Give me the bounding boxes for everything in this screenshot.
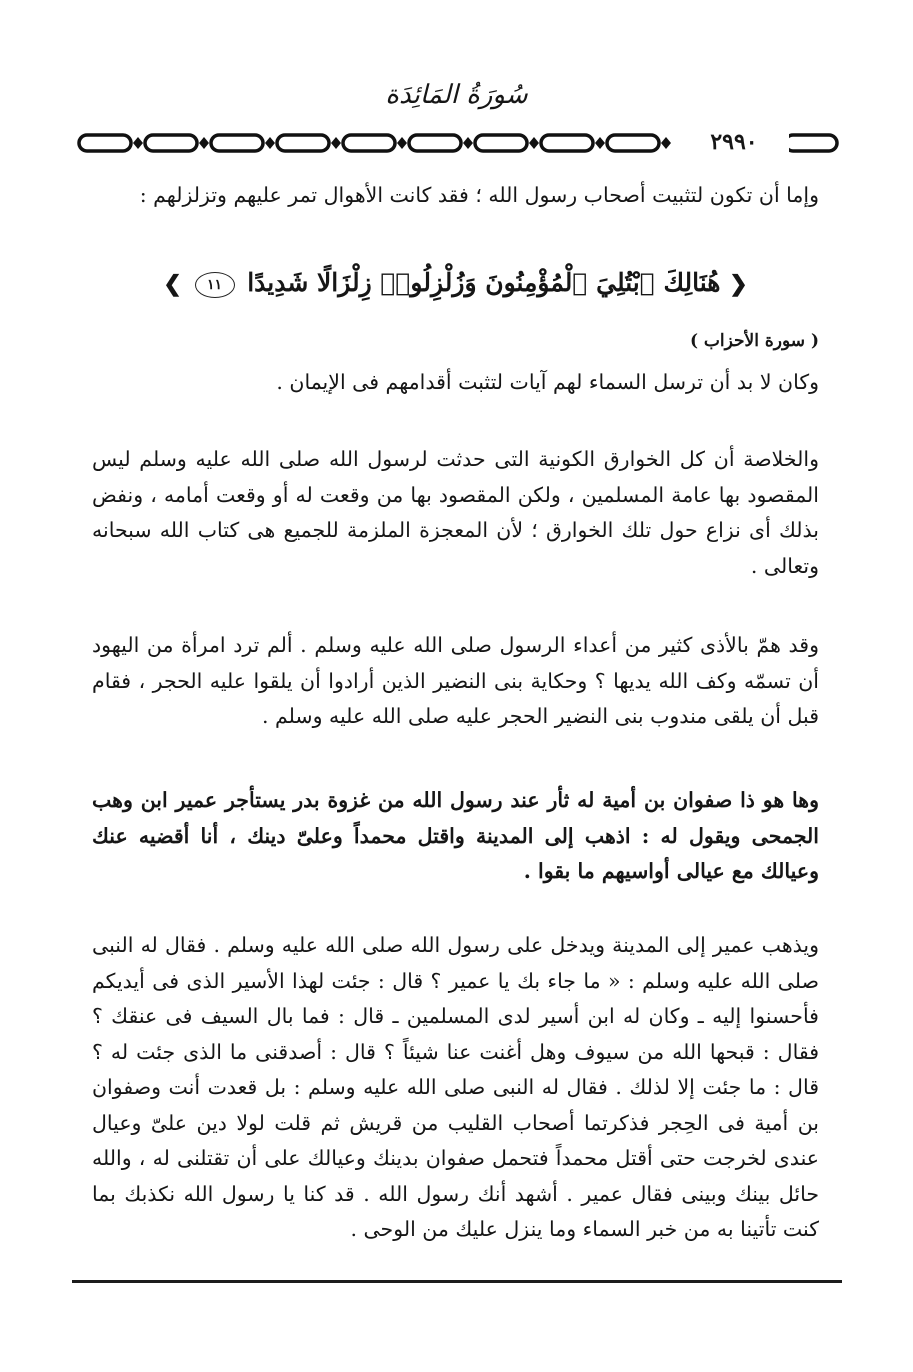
quran-verse: [92, 258, 819, 309]
paragraph-4: وقد همّ بالأذى كثير من أعداء الرسول صلى الله عليه وسلم . ألم ترد امرأة من اليهود أن تسمّه وكف الله يديها ؟ وحكاية بنى النضير الذين أرادوا أن يلقوا عليه الحجر ، فقام قبل أن يلقى مندوب بنى النضير الحجر عليه صلى الله عليه وسلم .: [92, 633, 819, 728]
page-number: ٢٩٩٠: [679, 129, 789, 155]
ayah-number-badge: ١١: [195, 272, 235, 298]
verse-open-ornament: ❮: [729, 271, 748, 297]
verse-reference: ( سورة الأحزاب ): [689, 331, 819, 351]
paragraph-3: والخلاصة أن كل الخوارق الكونية التى حدثت لرسول الله صلى الله عليه وسلم ليس المقصود بها عامة المسلمين ، ولكن المقصود بها من وقعت له أو وقعت أمامه ، ونفض بذلك أى نزاع حول تلك الخوارق ؛ لأن المعجزة الملزمة للجميع هى كتاب الله سبحانه وتعالى .: [92, 447, 819, 578]
verse-close-ornament: ❯: [163, 271, 182, 297]
paragraph-1: وإما أن تكون لتثبيت أصحاب رسول الله ؛ فقد كانت الأهوال تمر عليهم وتزلزلهم :: [139, 183, 819, 207]
paragraph-5: وها هو ذا صفوان بن أمية له ثأر عند رسول الله من غزوة بدر يستأجر عمير ابن وهب الجمحى ويقول له : اذهب إلى المدينة واقتل محمداً وعلىّ دينك ، أنا أقضيه عنك وعيالك مع عيالى أواسيهم ما بقوا .: [92, 788, 819, 883]
surah-title: سُورَةُ المَائِدَة: [385, 80, 528, 110]
bottom-rule: [72, 1280, 842, 1283]
paragraph-2: وكان لا بد أن ترسل السماء لهم آيات لتثبت أقدامهم فى الإيمان .: [276, 370, 819, 394]
paragraph-6: ويذهب عمير إلى المدينة ويدخل على رسول الله صلى الله عليه وسلم . فقال له النبى صلى الله عليه وسلم : « ما جاء بك يا عمير ؟ قال : جئت لهذا الأسير الذى فى أيديكم فأحسنوا إليه ـ وكان له ابن أسير لدى المسلمين ـ قال : فما بال السيف فى عنقك ؟ فقال : قبحها الله من سيوف وهل أغنت عنا شيئاً ؟ قال : أصدقنى ما الذى جئت له ؟ قال : ما جئت إلا لذلك . فقال له النبى صلى الله عليه وسلم : بل قعدت أنت وصفوان بن أمية فى الحِجر فذكرتما أصحاب القليب من قريش ثم قلت لولا دين علىّ وعيال عندى لخرجت حتى أقتل محمداً فتحمل صفوان بدينك وعيالك على أن تقتلنى له ، والله حائل بينك وبينى فقال عمير . أشهد أنك رسول الله . قد كنا يا رسول الله نكذبك بما كنت تأتينا به من خبر السماء وما ينزل عليك من الوحى .: [92, 933, 819, 1241]
verse-text: هُنَالِكَ ٱبْتُلِيَ ٱلْمُؤْمِنُونَ وَزُلْزِلُوا۟ زِلْزَالًا شَدِيدًا: [247, 268, 721, 297]
